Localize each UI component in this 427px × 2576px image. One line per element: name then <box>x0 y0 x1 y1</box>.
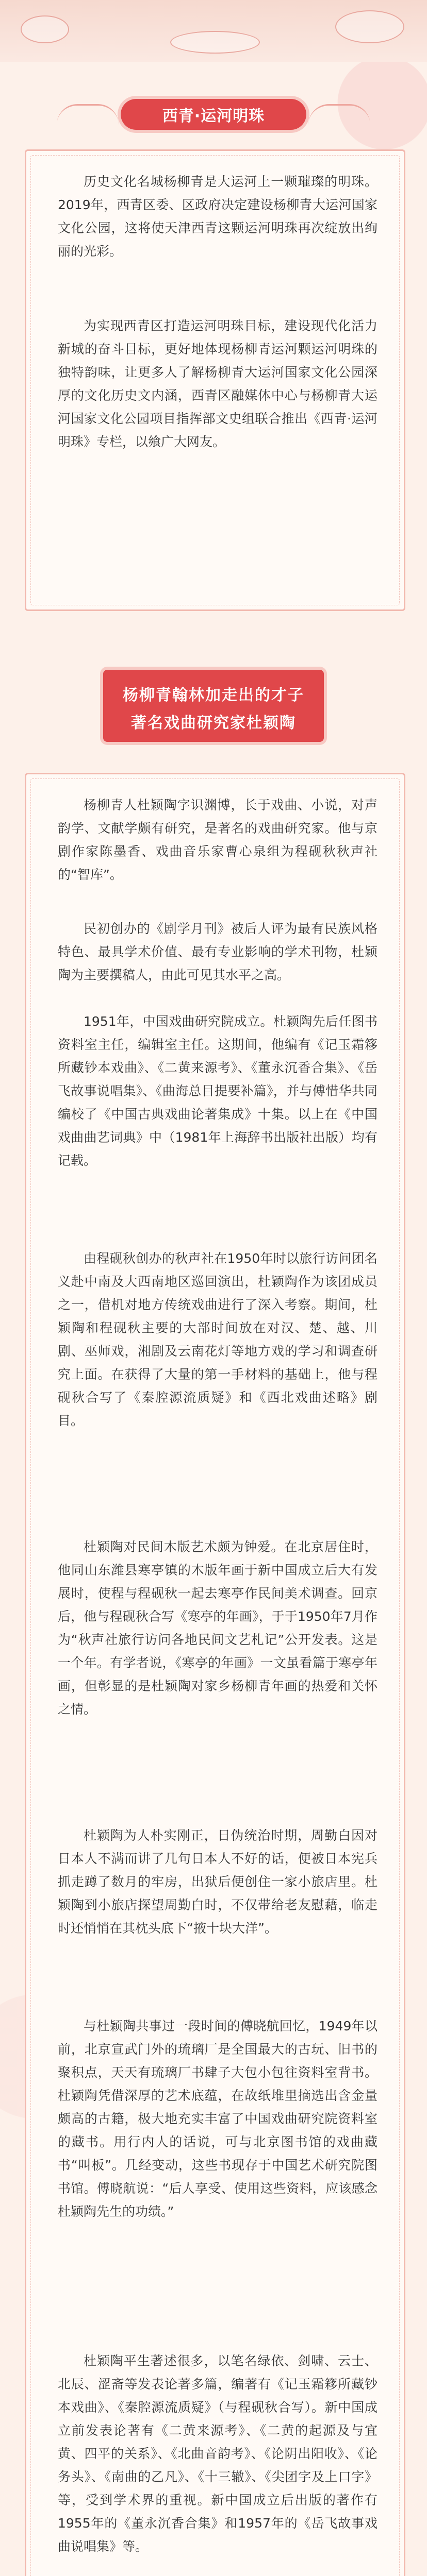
section2-paragraph: 由程砚秋创办的秋声社在1950年时以旅行访问团名义赴中南及大西南地区巡回演出，杜颖陶作为该团成员之一，借机对地方传统戏曲进行了深入考察。期间，杜颖陶和程砚秋主要的大部时间放在对汉、楚、越、川剧、巫师戏，湘剧及云南花灯等地方戏的学习和调查研究上面。在获得了大量的第一手材料的基础上，他与程砚秋合写了《秦腔源流质疑》和《西北戏曲述略》剧目。 <box>58 1251 377 1428</box>
section2-paragraph: 杨柳青人杜颖陶字识渊博，长于戏曲、小说，对声韵学、文献学颇有研究，是著名的戏曲研究家。他与京剧作家陈墨香、戏曲音乐家曹心泉组为程砚秋秋声社的“智库”。 <box>58 798 377 882</box>
section2-paragraph: 杜颖陶对民间木版艺术颇为钟爱。在北京居住时，他同山东潍县寒亭镇的木版年画于新中国成立后大有发展时，使程与程砚秋一起去寒亭作民间美术调查。回京后，他与程砚秋合写《寒亭的年画》，于于1950年7月作为“秋声社旅行访问各地民间文艺札记”公开发表。这是一个年。有学者说，《寒亭的年画》一文虽看篇于寒亭年画，但彰显的是杜颖陶对家乡杨柳青年画的热爱和关怀之情。 <box>58 1539 377 1717</box>
section1-title: 西青·运河明珠 <box>121 99 306 130</box>
cloud-ornament-icon <box>335 10 404 43</box>
section2-paragraph: 杜颖陶为人朴实刚正，日伪统治时期，周勤白因对日本人不满而讲了几句日本人不好的话，便被日本宪兵抓走蹲了数月的牢房，出狱后便创住一家小旅店里。杜颖陶到小旅店探望周勤白时，不仅带给老友慰藉，临走时还悄悄在其枕头底下“掖十块大洋”。 <box>58 1828 377 1936</box>
cloud-ornament-icon <box>170 31 260 54</box>
section2-paragraph: 1951年，中国戏曲研究院成立。杜颖陶先后任图书资料室主任，编辑室主任。这期间，他编有《记玉霜簃所藏钞本戏曲》、《二黄来源考》、《董永沉香合集》、《岳飞故事说唱集》、《曲海总目提要补篇》，并与傅惜华共同编校了《中国古典戏曲论著集成》十集。以上在《中国戏曲曲艺词典》中（1981年上海辞书出版社出版）均有记载。 <box>58 1014 377 1168</box>
cloud-ornament-icon <box>21 15 69 43</box>
section1-paragraph: 为实现西青区打造运河明珠目标，建设现代化活力新城的奋斗目标，更好地体现杨柳青运河颗运河明珠的独特韵味，让更多人了解杨柳青大运河国家文化公园深厚的文化历史文内涵，西青区融媒体中心与杨柳青大运河国家文化公园项目指挥部文史组联合推出《西青·运河明珠》专栏，以飨广大网友。 <box>58 318 377 449</box>
section1-paragraph: 历史文化名城杨柳青是大运河上一颗璀璨的明珠。2019年，西青区委、区政府决定建设杨柳青大运河国家文化公园，这将使天津西青这颗运河明珠再次绽放出绚丽的光彩。 <box>58 174 377 259</box>
section2-title-line2: 著名戏曲研究家杜颖陶 <box>131 714 296 732</box>
section2-title-line1: 杨柳青翰林加走出的才子 <box>123 686 304 704</box>
section2-paragraph: 与杜颖陶共事过一段时间的傅晓航回忆，1949年以前，北京宣武门外的琉璃厂是全国最大的古玩、旧书的聚积点，天天有琉璃厂书肆子大包小包往资料室背书。杜颖陶凭借深厚的艺术底蕴，在故纸堆里摘选出含金量颇高的古籍，极大地充实丰富了中国戏曲研究院资料室的藏书。用行内人的话说，可与北京图书馆的戏曲藏书“叫板”。几经变动，这些书现存于中国艺术研究院图书馆。傅晓航说：“后人享受、使用这些资料，应该感念杜颖陶先生的功绩。” <box>58 2019 377 2219</box>
header-ornament-right <box>308 104 370 126</box>
section2-paragraph: 杜颖陶平生著述很多，以笔名绿依、剑啸、云士、北辰、涩斋等发表论著多篇，编著有《记玉霜簃所藏钞本戏曲》、《秦腔源流质疑》（与程砚秋合写）。新中国成立前发表论著有《二黄来源考》、《二黄的起源及与宜黄、四平的关系》、《北曲音韵考》、《论阴出阳收》、《论务头》、《南曲的乙凡》、《十三辙》、《尖团字及上口字》等，受到学术界的重视。新中国成立后出版的著作有1955年的《董永沉香合集》和1957年的《岳飞故事戏曲说唱集》等。 <box>58 2353 377 2554</box>
section2-header <box>103 670 324 742</box>
section2-paragraph: 民初创办的《剧学月刊》被后人评为最有民族风格特色、最具学术价值、最有专业影响的学术刊物，杜颖陶为主要撰稿人，由此可见其水平之高。 <box>58 921 377 982</box>
header-ornament-left <box>57 104 119 126</box>
